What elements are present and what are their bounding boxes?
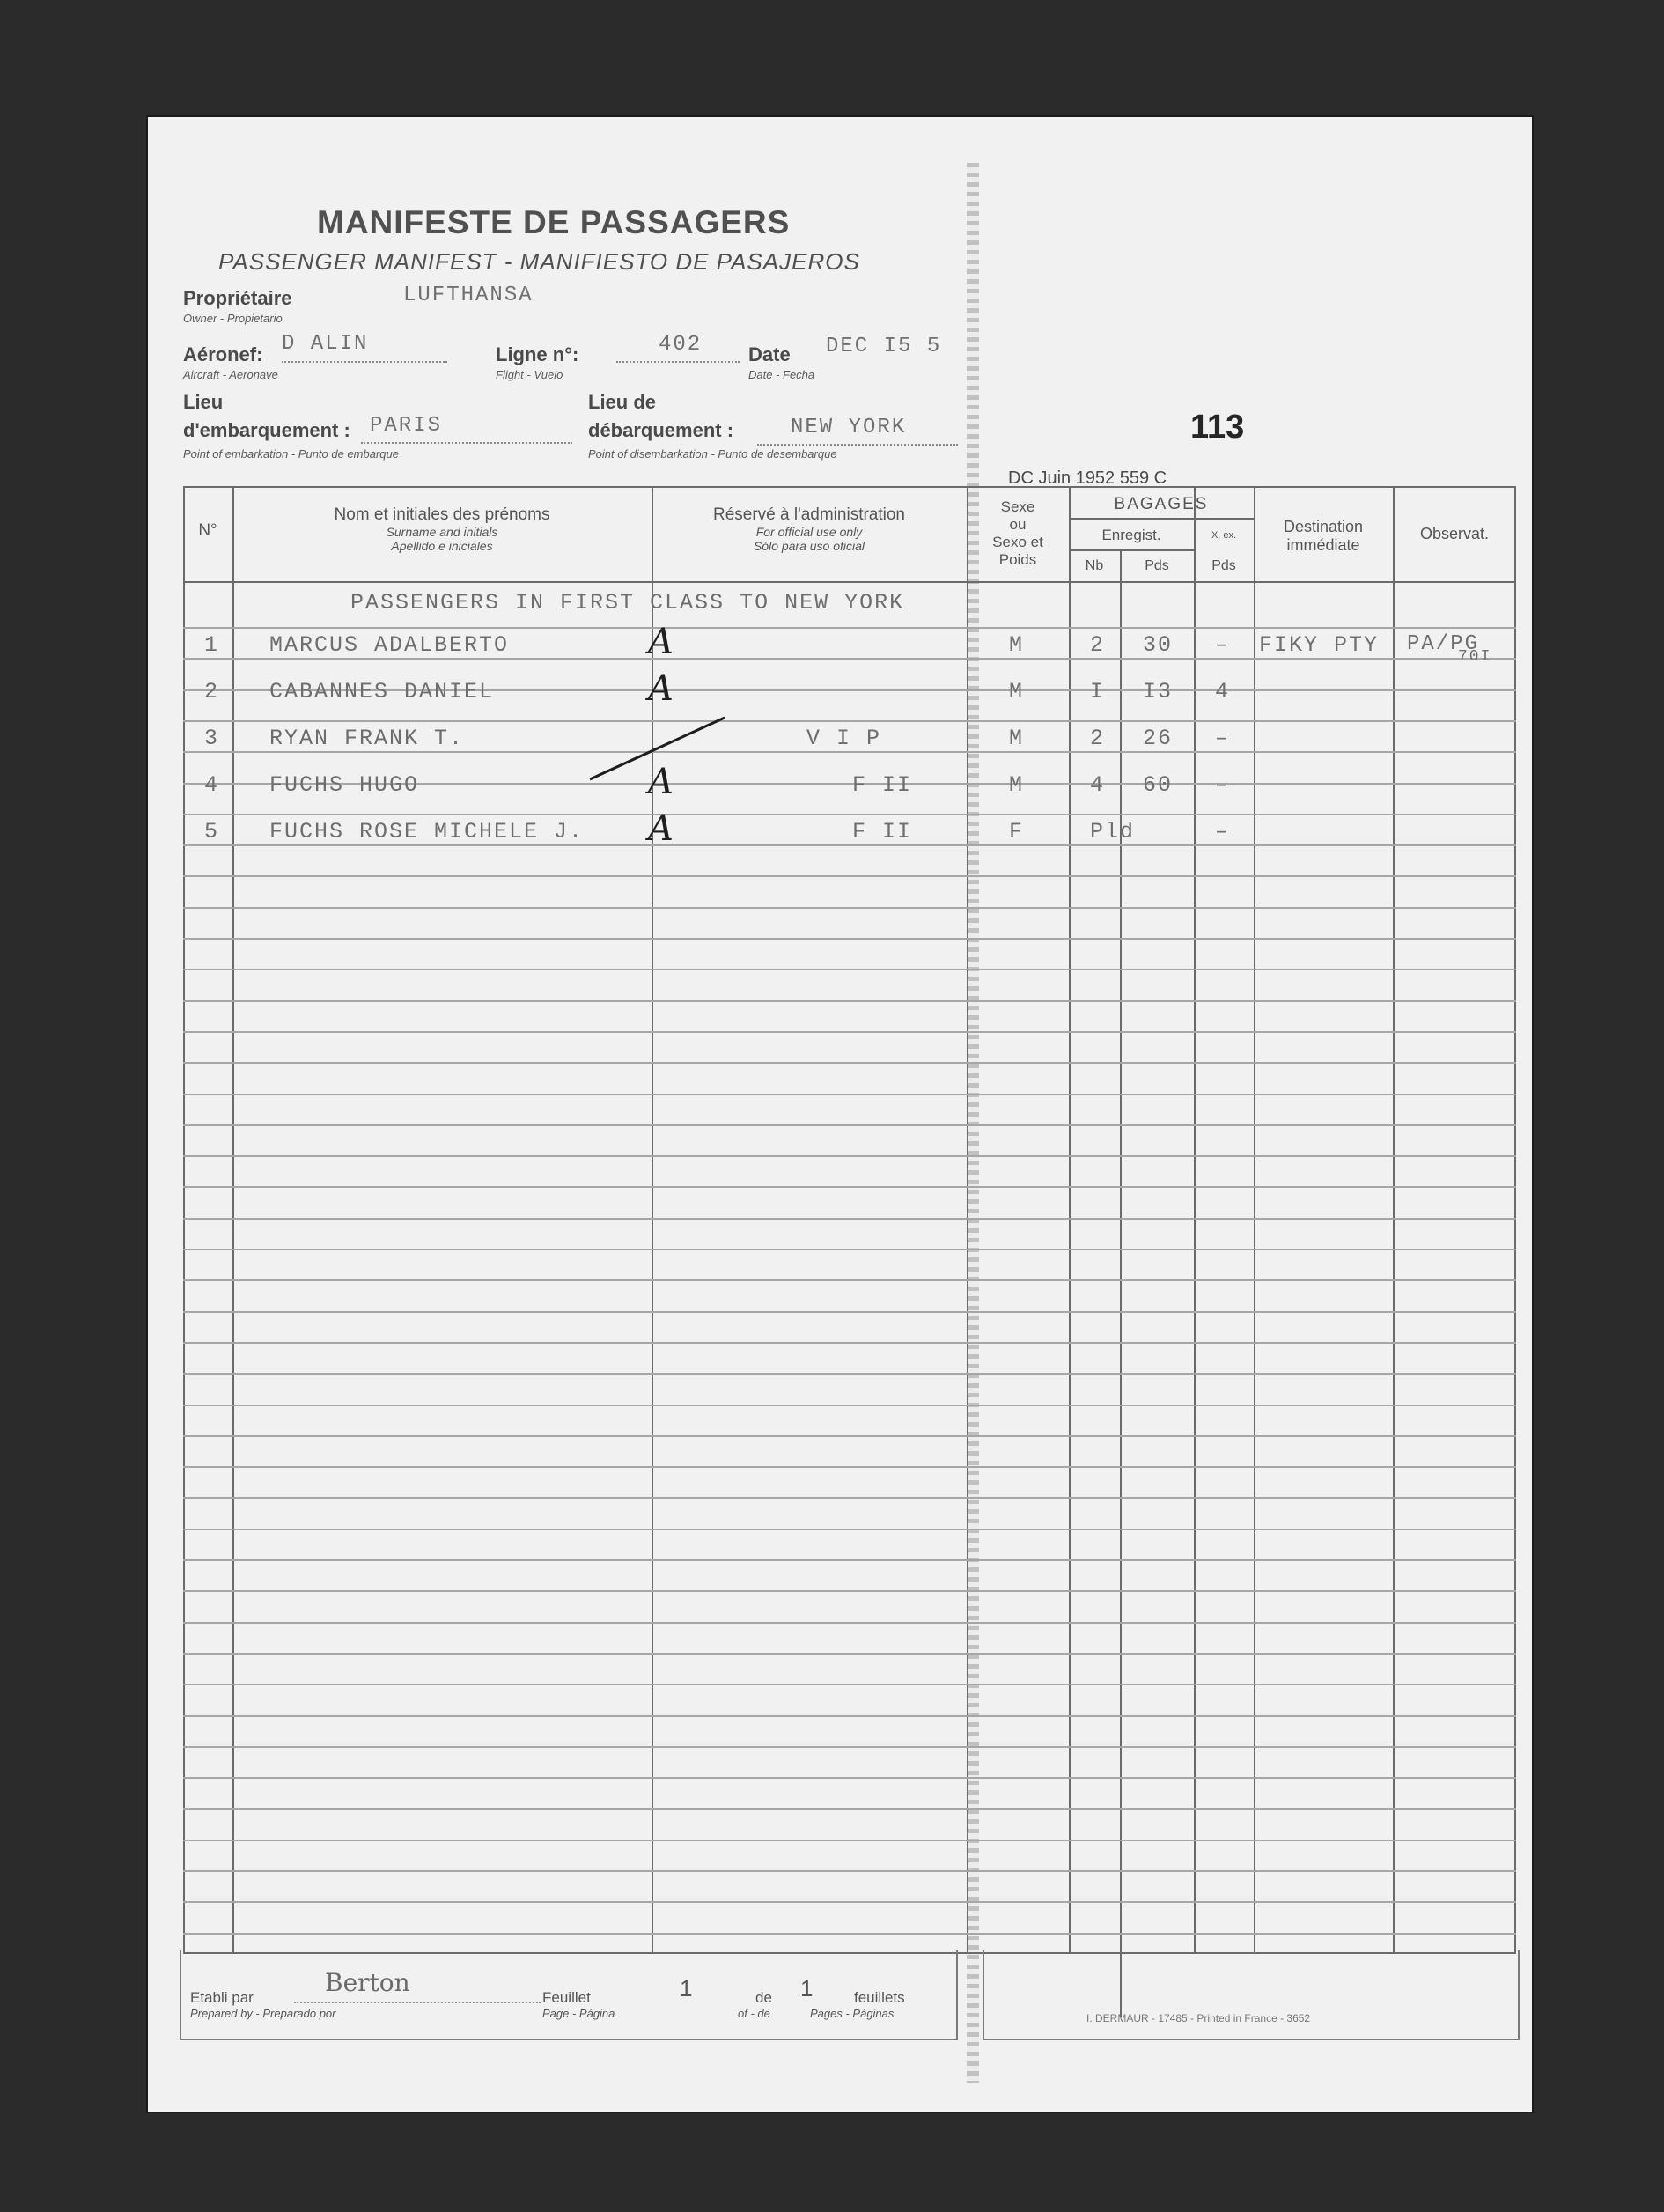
ruled-line (183, 1497, 1516, 1499)
sheet-sublabel: Page - Página (542, 2007, 615, 2020)
row-sex: M (1009, 772, 1025, 798)
flight-label: Ligne n°: (496, 343, 579, 365)
row-excess: 4 (1215, 679, 1231, 704)
row-sex: F (1009, 819, 1025, 844)
footer-box-right (983, 1950, 1520, 2040)
aircraft-value: D ALIN (282, 332, 369, 356)
disembark-sublabel: Point of disembarkation - Punto de desembarque (588, 447, 837, 461)
ruled-line (183, 1373, 1516, 1375)
row-pds: I3 (1143, 679, 1174, 704)
ruled-line (183, 969, 1516, 970)
date-sublabel: Date - Fecha (748, 368, 815, 381)
row-excess: – (1215, 819, 1231, 844)
bagages-underline (1069, 518, 1254, 520)
col-divider (1120, 549, 1122, 2017)
of-sublabel: of - de (738, 2007, 770, 2020)
row-dest: FIKY PTY (1259, 632, 1380, 658)
stamp-number: 113 (1190, 409, 1245, 446)
header-observ: Observat. (1419, 525, 1490, 542)
row-nb: Pld (1090, 819, 1136, 844)
header-pds: Pds (1145, 558, 1169, 573)
row-sex: M (1009, 726, 1025, 751)
row-no: 1 (204, 632, 220, 658)
row-name: FUCHS ROSE MICHELE J. (269, 819, 585, 844)
title-french: MANIFESTE DE PASSAGERS (317, 204, 791, 240)
row-pds: 60 (1143, 772, 1174, 798)
disembark-underline (757, 444, 958, 446)
ruled-line (183, 720, 1516, 722)
flight-value: 402 (659, 333, 703, 357)
embark-value: PARIS (370, 414, 443, 438)
disembark-label-line2: débarquement : (588, 419, 734, 441)
ruled-line (183, 1870, 1516, 1872)
embark-underline (361, 442, 572, 444)
ruled-line (183, 1466, 1516, 1468)
ruled-line (183, 1901, 1516, 1903)
row-name: RYAN FRANK T. (269, 726, 465, 751)
flight-sublabel: Flight - Vuelo (496, 368, 563, 381)
row-nb: 4 (1090, 772, 1106, 798)
row-admin: F II (852, 772, 913, 798)
prepared-underline (294, 2002, 541, 2003)
ruled-line (183, 751, 1516, 753)
ruled-line (183, 1715, 1516, 1717)
header-bagages: BAGAGES (1114, 495, 1209, 513)
row-sex: M (1009, 679, 1025, 704)
embark-label-line2: d'embarquement : (183, 419, 350, 441)
handwritten-initial: A (648, 622, 674, 662)
row-nb: 2 (1090, 726, 1106, 751)
header-nb: Nb (1085, 558, 1104, 573)
row-no: 4 (204, 772, 220, 798)
table-frame (183, 486, 1516, 1954)
prepared-sublabel: Prepared by - Preparado por (190, 2007, 336, 2020)
ruled-line (183, 1094, 1516, 1095)
disembark-label-line1: Lieu de (588, 391, 657, 413)
header-destination: Destination immédiate (1283, 518, 1364, 554)
row-excess: – (1215, 632, 1231, 658)
ruled-line (183, 1218, 1516, 1220)
ruled-line (183, 938, 1516, 940)
ruled-line (183, 1933, 1516, 1935)
ruled-line (183, 1435, 1516, 1437)
col-divider (1194, 486, 1196, 1954)
row-admin: V I P (806, 726, 882, 751)
owner-label: Propriétaire (183, 287, 292, 309)
row-name: FUCHS HUGO (269, 772, 420, 798)
col-divider (232, 486, 234, 1954)
ruled-line (183, 1653, 1516, 1655)
ruled-line (183, 1405, 1516, 1406)
prepared-label: Etabli par (190, 1989, 254, 2006)
handwritten-stroke (588, 713, 729, 784)
ruled-line (183, 1342, 1516, 1344)
form-code: DC Juin 1952 559 C (1008, 468, 1167, 488)
row-no: 3 (204, 726, 220, 751)
sheets-label: feuillets (854, 1989, 905, 2006)
header-no: N° (198, 521, 217, 540)
row-no: 2 (204, 679, 220, 704)
ruled-line (183, 875, 1516, 877)
ruled-line (183, 1622, 1516, 1624)
col-divider (1254, 486, 1255, 1954)
row-excess: – (1215, 726, 1231, 751)
ruled-line (183, 1840, 1516, 1841)
row-pds: 26 (1143, 726, 1174, 751)
ruled-line (183, 1590, 1516, 1592)
row-admin: F II (852, 819, 913, 844)
handwritten-initial: A (648, 668, 674, 709)
aircraft-underline (282, 361, 447, 363)
col-divider (967, 486, 968, 1954)
date-label: Date (748, 343, 791, 365)
prepared-value: Berton (325, 1968, 410, 1997)
col-divider (1393, 486, 1395, 1954)
row-nb: I (1090, 679, 1106, 704)
row-nb: 2 (1090, 632, 1106, 658)
ruled-line (183, 1746, 1516, 1748)
header-excess: X. ex. (1211, 530, 1237, 541)
handwritten-initial: A (648, 808, 674, 849)
flight-underline (616, 361, 740, 363)
sheet-value: 1 (680, 1975, 693, 2002)
row-excess: – (1215, 772, 1231, 798)
passenger-table (183, 486, 1516, 1954)
ruled-line (183, 1155, 1516, 1157)
disembark-value: NEW YORK (791, 416, 907, 439)
row-pds: 30 (1143, 632, 1174, 658)
of-value: 1 (800, 1975, 814, 2002)
ruled-line (183, 1186, 1516, 1188)
footer (180, 1950, 1518, 2043)
header-pds-excess: Pds (1211, 558, 1236, 573)
date-value: DEC I5 5 (826, 335, 942, 358)
header-enregist: Enregist. (1101, 527, 1161, 543)
row-obs: PA/PG (1407, 632, 1480, 656)
ruled-line (183, 1124, 1516, 1126)
ruled-line (183, 1249, 1516, 1250)
owner-value: LUFTHANSA (403, 284, 534, 307)
ruled-line (183, 627, 1516, 629)
ruled-line (183, 1559, 1516, 1561)
col-divider (1069, 486, 1071, 1954)
ruled-line (183, 1684, 1516, 1685)
sheet-label: Feuillet (542, 1989, 591, 2006)
ruled-line (183, 1062, 1516, 1064)
sheets-sublabel: Pages - Páginas (810, 2007, 895, 2020)
header-bottom-line (183, 581, 1516, 583)
ruled-line (183, 1777, 1516, 1779)
row-obs2: 70I (1458, 648, 1492, 666)
embark-sublabel: Point of embarkation - Punto de embarque (183, 447, 399, 461)
title-english-spanish: PASSENGER MANIFEST - MANIFIESTO DE PASAJEROS (218, 248, 860, 275)
row-name: CABANNES DANIEL (269, 679, 495, 704)
ruled-line (183, 907, 1516, 909)
header-sex: Sexe ou Sexo et Poids (992, 498, 1043, 568)
aircraft-label: Aéronef: (183, 343, 263, 365)
row-name: MARCUS ADALBERTO (269, 632, 510, 658)
row-sex: M (1009, 632, 1025, 658)
embark-label-line1: Lieu (183, 391, 224, 413)
owner-sublabel: Owner - Propietario (183, 312, 283, 325)
enregist-underline (1069, 549, 1194, 551)
ruled-line (183, 1529, 1516, 1530)
ruled-line (183, 814, 1516, 815)
section-title: PASSENGERS IN FIRST CLASS TO NEW YORK (350, 590, 905, 616)
ruled-line (183, 1808, 1516, 1810)
of-label: de (755, 1989, 772, 2006)
ruled-line (183, 658, 1516, 660)
ruled-line (183, 1031, 1516, 1033)
ruled-line (183, 844, 1516, 846)
ruled-line (183, 1000, 1516, 1002)
ruled-line (183, 1311, 1516, 1313)
header-admin: Réservé à l'administration For official use only Sólo para uso oficial (713, 505, 905, 553)
header-name: Nom et initiales des prénoms Surname and initials Apellido e iniciales (334, 505, 550, 553)
printer-mark: I. DERMAUR - 17485 - Printed in France - 3652 (1086, 2012, 1311, 2024)
row-no: 5 (204, 819, 220, 844)
aircraft-sublabel: Aircraft - Aeronave (183, 368, 278, 381)
ruled-line (183, 1279, 1516, 1281)
handwritten-initial: A (648, 762, 674, 802)
